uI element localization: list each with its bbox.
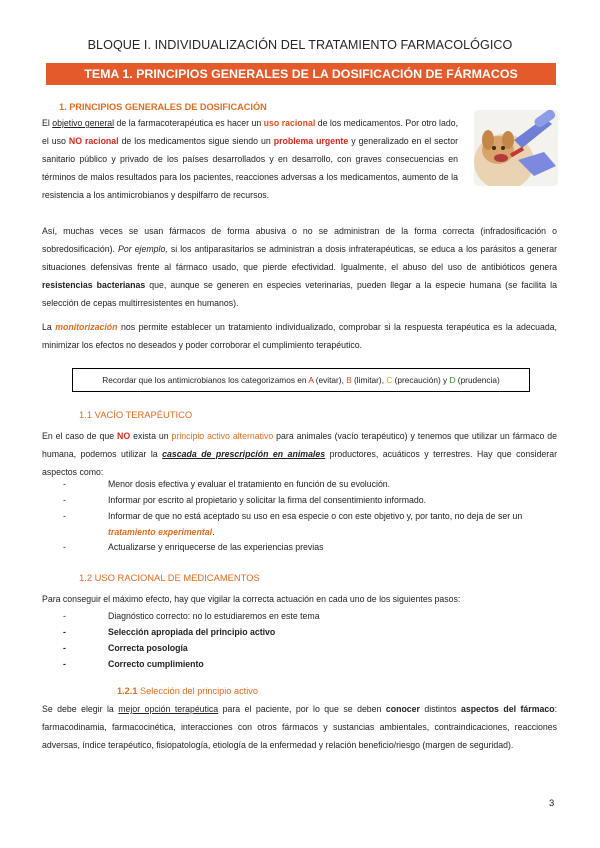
paragraph-vacio: En el caso de que NO exista un principio activo alternativo para animales (vacío terapéutico) y tenemos que utilizar un fármaco de humana, podemos utilizar la cascada de prescripción en animales productores, acuáticos y terrestres. Hay que considerar aspectos como: bbox=[42, 431, 557, 477]
antimicrobial-category-note: Recordar que los antimicrobianos los categorizamos en A (evitar), B (limitar), C (precaución) y D (prudencia) bbox=[72, 368, 530, 392]
paragraph-seleccion: Se debe elegir la mejor opción terapéutica para el paciente, por lo que se deben conocer distintos aspectos del fármaco: farmacodinamia, farmacocinética, interacciones con otros fármacos y sustancias ambientales, contraindicaciones, reacciones adversas, índice terapéutico, fisiopatología, etiología de la enfermedad y relación beneficio/riesgo (margen de seguridad). bbox=[42, 704, 557, 750]
paragraph-objetivo: El objetivo general de la farmacoterapéutica es hacer un uso racional de los medicamentos. Por otro lado, el uso NO racional de los medicamentos sigue siendo un problema urgente y generalizado en el sector sanitario público y privado de los países desarrollados y en desarrollo, con graves consecuencias en términos de malos resultados para los pacientes, reacciones adversas a los medicamentos, aumento de la resistencia a los antimicrobianos y despilfarro de recursos. bbox=[42, 118, 459, 200]
page-number: 3 bbox=[549, 798, 555, 809]
paragraph-monitorizacion: La monitorización nos permite establecer un tratamiento individualizado, comprobar si la respuesta terapéutica es la adecuada, minimizar los efectos no deseados y poder corroborar el cumplimiento terapéutico. bbox=[42, 322, 557, 350]
section-1-2-heading: 1.2 USO RACIONAL DE MEDICAMENTOS bbox=[79, 572, 260, 583]
section-1-2-1-heading: 1.2.1 Selección del principio activo bbox=[117, 686, 258, 696]
block-title: BLOQUE I. INDIVIDUALIZACIÓN DEL TRATAMIENTO FARMACOLÓGICO bbox=[87, 38, 513, 52]
section-1-heading: 1. PRINCIPIOS GENERALES DE DOSIFICACIÓN bbox=[59, 102, 267, 112]
section-1-1-heading: 1.1 VACÍO TERAPÉUTICO bbox=[79, 409, 193, 420]
dog-medication-image bbox=[474, 110, 558, 186]
topic-banner: TEMA 1. PRINCIPIOS GENERALES DE LA DOSIFICACIÓN DE FÁRMACOS bbox=[46, 63, 556, 85]
paragraph-abuso: Así, muchas veces se usan fármacos de forma abusiva o no se administran de la forma correcta (infradosificación o sobredosificación). Por ejemplo, si los antiparasitarios se administran a dosis infraterapéuticas, se educa a los parásitos a generar situaciones defensivas frente al fármaco usado, que pierde efectividad. Igualmente, el abuso del uso de antibióticos genera resistencias bacterianas que, aunque se generen en especies veterinarias, pueden llegar a la especie humana (se facilita la selección de cepas multirresistentes en humanos). bbox=[42, 226, 557, 308]
list-item: - Informar de que no está aceptado su uso en esa especie o con este objetivo y, por tanto, no deja de ser un tratamiento experimental. bbox=[63, 511, 523, 537]
document-page: BLOQUE I. INDIVIDUALIZACIÓN DEL TRATAMIENTO FARMACOLÓGICO TEMA 1. PRINCIPIOS GENERALES DE LA DOSIFICACIÓN DE FÁRMACOS 1. PRINCIPIOS GENERALES DE DOSIFICACIÓN El objetivo general de la farmacoterapéutica es hacer un uso racional de los medicamentos. Por otro lado, el uso NO racional de los medicamentos sigue siendo un problema urgente y generalizado en el sector sanitario público y privado de los países desarrollados y en desarrollo, con graves consecuencias en términos de malos resultados para los pacientes, reacciones adversas a los medicamentos, aumento de la resistencia a los antimicrobianos y despilfarro de recursos. Así, muchas veces se usan fármacos de forma abusiva o no se administran de la forma correcta (infradosificación o sobredosificación). Por ejemplo, si los antiparasitarios se administran a dosis infraterapéuticas, se educa a los parásitos a generar situaciones defensivas frente al fármaco usado, que pierde efectividad. Igualmente, el abuso del uso de antibióticos genera resistencias bacterianas que, aunque se generen en especies veterinarias, pueden llegar a la especie humana (se facilita la selección de cepas multirresistentes en humanos). La monitorización nos permite establecer un tratamiento individualizado, comprobar si la respuesta terapéutica es la adecuada, minimizar los efectos no deseados y poder corroborar el cumplimiento terapéutico. Recordar que los antimicrobianos los categorizamos en A (evitar), B (limitar), C (precaución) y D (prudencia) 1.1 VACÍO TERAPÉUTICO En el caso de que NO exista un principio activo alternativo para animales (vacío terapéutico) y tenemos que utilizar un fármaco de humana, podemos utilizar la cascada de prescripción en animales productores, acuáticos y terrestres. Hay que considerar aspectos como: - Menor dosis efectiva y evaluar el tratamiento en función de su evolución. - Informar por escrito al propietario y solicitar la firma del consentimiento informado. - Informar de que no está aceptado su uso en esa especie o con este objetivo y, por tanto, no deja de ser un tratamiento experimental. - Actualizarse y enriquecerse de las experiencias previas 1.2 USO RACIONAL DE MEDICAMENTOS Para conseguir el máximo efecto, hay que vigilar la correcta actuación en cada uno de los siguientes pasos: - Diagnóstico correcto: no lo estudiaremos en este tema - Selección apropiada del principio activo - Correcta posología - Correcto cumplimiento 1.2.1 Selección del principio activo Se debe elegir la mejor opción terapéutica para el paciente, por lo que se deben conocer distintos aspectos del fármaco: farmacodinamia, farmacocinética, interacciones con otros fármacos y sustancias ambientales, contraindicaciones, reacciones adversas, índice terapéutico, fisiopatología, etiología de la enfermedad y relación beneficio/riesgo (margen de seguridad). 3 bbox=[0, 0, 600, 848]
paragraph-uso-racional: Para conseguir el máximo efecto, hay que vigilar la correcta actuación en cada uno de los siguientes pasos: bbox=[42, 594, 461, 604]
vet-dog-photo bbox=[474, 110, 558, 186]
